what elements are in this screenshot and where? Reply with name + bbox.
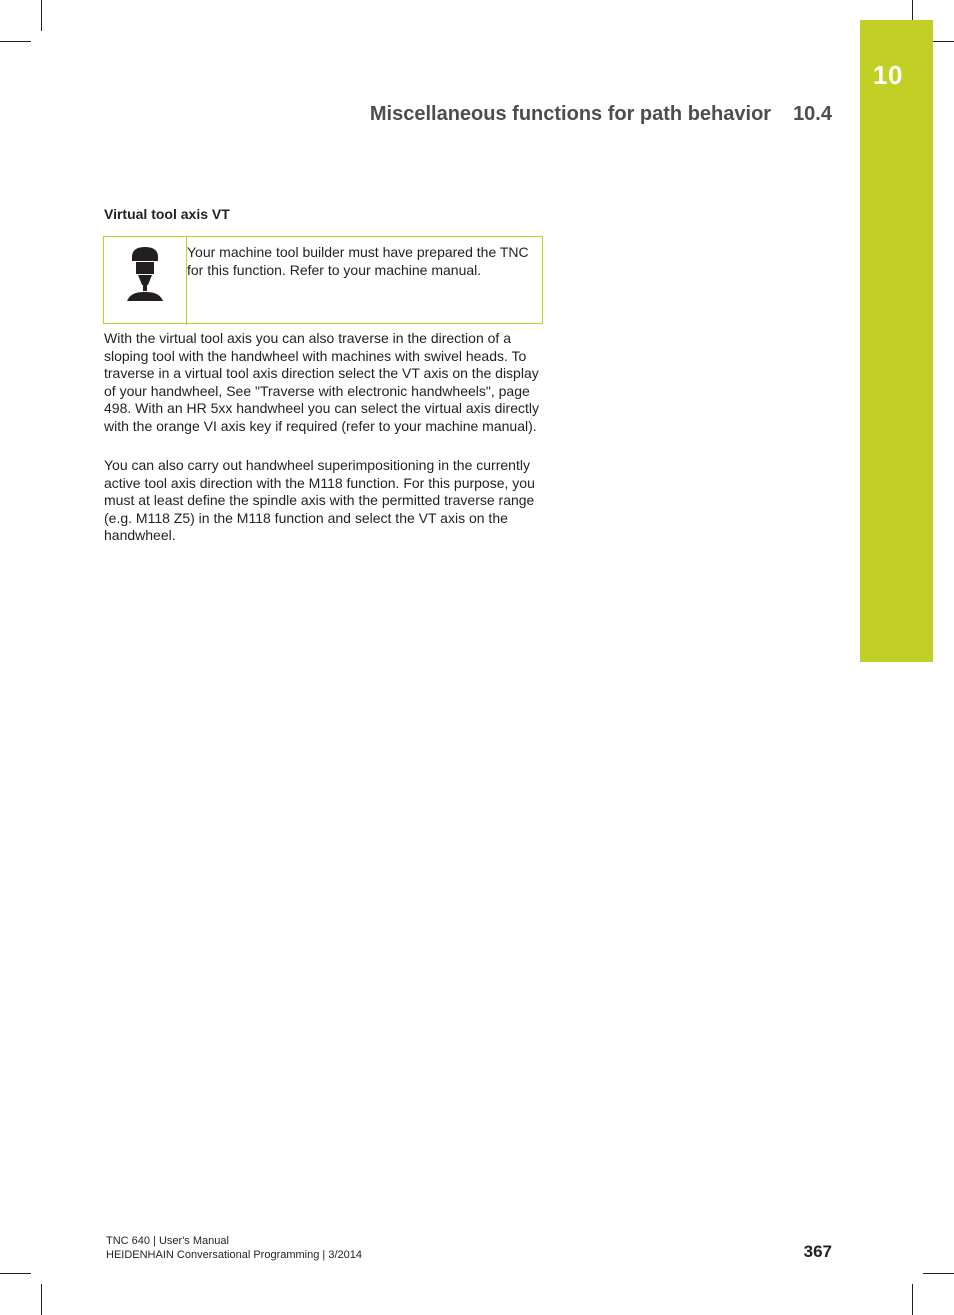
body-paragraph: With the virtual tool axis you can also traverse in the direction of a sloping tool with the handwheel with machines with swivel heads. To traverse in a virtual tool axis direction select the VT axis on the display of your handwheel, See "Traverse with electronic handwheels", page 498. With an HR 5xx handwheel you can select the virtual axis directly with the orange VI axis key if required (refer to your machine manual).: [104, 330, 539, 434]
header-title: Miscellaneous functions for path behavior: [369, 103, 772, 125]
section-title: Virtual tool axis VT: [104, 206, 230, 222]
body-paragraph: You can also carry out handwheel superimpositioning in the currently active tool axis direction with the M118 function. For this purpose, you must at least define the spindle axis with the permitted traverse range (e.g. M118 Z5) in the M118 function and select the VT axis on the handwheel.: [104, 457, 535, 543]
running-header: [370, 103, 832, 126]
footer-edition: HEIDENHAIN Conversational Programming | 3/2014: [106, 1249, 362, 1261]
note-box: [103, 236, 543, 324]
crop-mark: [912, 1284, 913, 1315]
footer-manual-title: TNC 640 | User's Manual: [106, 1235, 229, 1247]
chapter-number: 10: [873, 60, 903, 90]
footer: [106, 1234, 362, 1262]
machine-tool-icon: [124, 246, 166, 304]
crop-mark: [41, 0, 42, 31]
crop-mark: [0, 1273, 31, 1274]
page-number: 367: [803, 1242, 832, 1261]
note-text: Your machine tool builder must have prepared the TNC for this function. Refer to your machine manual.: [187, 244, 529, 278]
crop-mark: [0, 41, 31, 42]
header-section-number: 10.4: [793, 103, 832, 125]
chapter-tab: [860, 20, 933, 662]
crop-mark: [41, 1284, 42, 1315]
crop-mark: [923, 1273, 954, 1274]
